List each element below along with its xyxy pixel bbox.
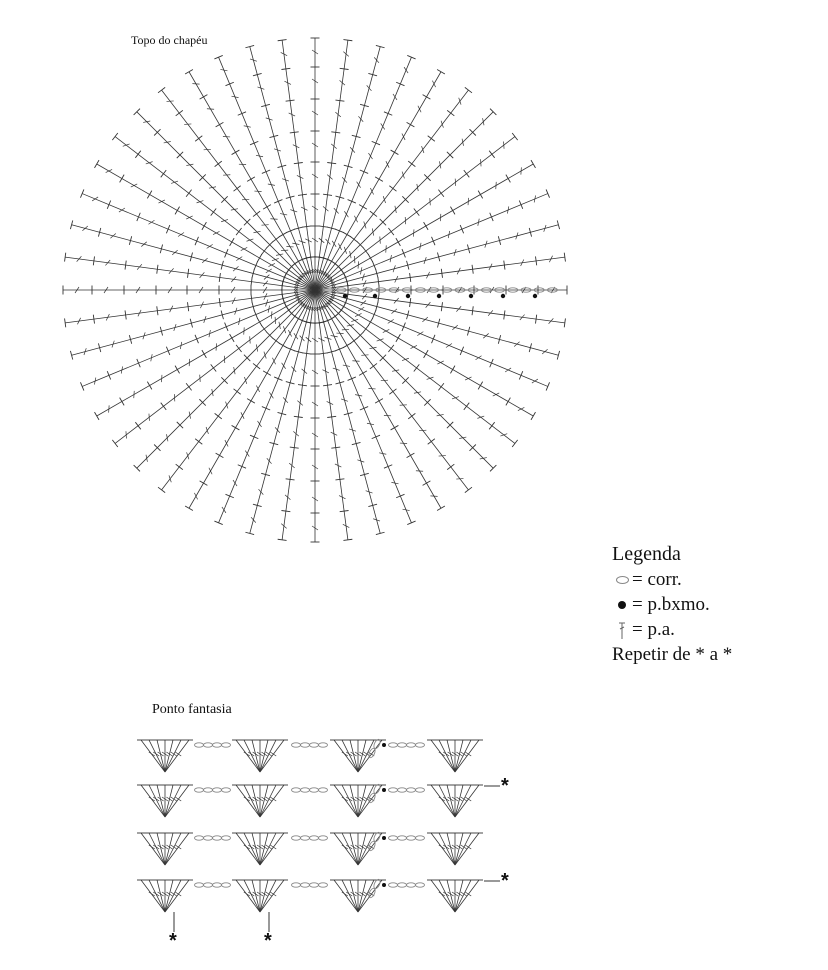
chain-stitch-oval: [407, 883, 416, 887]
shell-cluster: [137, 880, 193, 912]
double-crochet-icon: [612, 620, 632, 640]
chain-stitch-oval: [222, 743, 231, 747]
double-crochet-spoke: [278, 290, 316, 540]
chain-stitch-oval: [416, 743, 425, 747]
double-crochet-spoke: [315, 290, 496, 471]
double-crochet-spoke: [315, 109, 496, 290]
chain-stitch-oval: [204, 788, 213, 792]
chain-stitch-oval: [310, 743, 319, 747]
chain-stitch-oval: [301, 788, 310, 792]
chain-stitch-oval: [301, 883, 310, 887]
chain-stitch-oval: [310, 836, 319, 840]
slip-stitch-dot: [469, 294, 473, 298]
legend-item-double-crochet: [612, 617, 732, 642]
double-crochet-spoke: [134, 109, 315, 290]
double-crochet-spoke: [315, 290, 385, 535]
slip-stitch-dot: [343, 294, 347, 298]
chain-stitch-oval: [222, 788, 231, 792]
chain-stitch-oval: [398, 743, 407, 747]
shell-cluster: [232, 785, 288, 817]
legend-repeat-note: Repetir de * a *: [612, 644, 733, 665]
chain-stitch-oval: [389, 883, 398, 887]
double-crochet-spoke: [245, 45, 315, 290]
shell-cluster: [137, 740, 193, 772]
shell-cluster: [427, 880, 483, 912]
repeat-marker: *: [264, 930, 272, 952]
legend-label-double-crochet: = p.a.: [632, 619, 675, 640]
chain-stitch-oval: [416, 836, 425, 840]
chain-stitch-oval: [319, 743, 328, 747]
double-crochet-spoke: [315, 290, 472, 493]
chain-stitch-oval: [398, 836, 407, 840]
chain-stitch-oval: [398, 883, 407, 887]
slip-stitch-dot: [533, 294, 537, 298]
double-crochet-spoke: [311, 38, 320, 290]
legend-item-chain: [612, 567, 732, 592]
chain-stitch-oval: [195, 883, 204, 887]
chain-stitch-oval: [213, 836, 222, 840]
double-crochet-spoke: [134, 290, 315, 471]
chain-stitch-oval: [195, 743, 204, 747]
chain-stitch-oval: [389, 836, 398, 840]
chain-stitch-oval: [416, 883, 425, 887]
chain-stitch-oval: [301, 836, 310, 840]
chain-stitch-oval: [292, 836, 301, 840]
chain-stitch-oval: [204, 883, 213, 887]
double-crochet-spoke: [65, 253, 315, 291]
double-crochet-spoke: [65, 289, 315, 327]
double-crochet-spoke: [315, 40, 353, 290]
legend-item-slip-stitch: [612, 592, 732, 617]
chain-stitch-oval: [310, 883, 319, 887]
slip-stitch-dot: [382, 788, 386, 792]
legend-label-chain: = corr.: [632, 569, 682, 590]
chain-stitch-oval: [319, 836, 328, 840]
shell-cluster: [232, 880, 288, 912]
double-crochet-spoke: [70, 290, 315, 360]
chain-stitch-oval: [222, 836, 231, 840]
double-crochet-spoke: [63, 286, 315, 295]
repeat-marker: *: [501, 775, 509, 797]
chain-stitch-oval: [292, 788, 301, 792]
chain-stitch-oval: [213, 883, 222, 887]
double-crochet-spoke: [158, 290, 315, 493]
slip-stitch-dot: [437, 294, 441, 298]
legend: [612, 541, 732, 667]
chain-stitch-oval: [310, 788, 319, 792]
double-crochet-spoke: [315, 290, 518, 447]
shell-cluster: [232, 740, 288, 772]
double-crochet-spoke: [315, 286, 567, 295]
double-crochet-spoke: [315, 220, 560, 290]
slip-stitch-dot: [382, 883, 386, 887]
legend-title: Legenda: [612, 543, 681, 565]
chain-stitch-oval: [319, 883, 328, 887]
chain-stitch-oval: [301, 743, 310, 747]
slip-stitch-dot-icon: [612, 601, 632, 609]
double-crochet-spoke: [112, 133, 315, 290]
double-crochet-spoke: [315, 133, 518, 290]
chain-stitch-oval: [398, 788, 407, 792]
shell-cluster: [330, 740, 386, 772]
chain-stitch-oval: [195, 788, 204, 792]
double-crochet-spoke: [315, 87, 472, 290]
double-crochet-spoke: [314, 290, 352, 540]
shell-cluster: [427, 833, 483, 865]
double-crochet-spoke: [158, 87, 315, 290]
chain-stitch-oval: [407, 788, 416, 792]
shell-cluster: [427, 740, 483, 772]
chain-stitch-oval: [319, 788, 328, 792]
double-crochet-spoke: [315, 253, 565, 291]
chain-stitch-oval: [222, 883, 231, 887]
top-diagram-title: Topo do chapéu: [131, 33, 208, 47]
slip-stitch-dot: [406, 294, 410, 298]
legend-label-slip-stitch: = p.bxmo.: [632, 594, 710, 615]
double-crochet-spoke: [112, 290, 315, 447]
chain-stitch-oval: [389, 788, 398, 792]
slip-stitch-dot: [501, 294, 505, 298]
double-crochet-spoke: [278, 40, 316, 290]
chain-stitch-oval: [292, 883, 301, 887]
chain-stitch-oval: [407, 836, 416, 840]
shell-cluster: [330, 833, 386, 865]
chain-stitch-oval: [195, 836, 204, 840]
repeat-marker: *: [169, 930, 177, 952]
chain-stitch-oval: [389, 743, 398, 747]
chain-stitch-oval: [204, 836, 213, 840]
chain-stitch-oval: [407, 743, 416, 747]
slip-stitch-dot: [382, 743, 386, 747]
chain-stitch-oval: [213, 788, 222, 792]
chain-stitch-oval: [292, 743, 301, 747]
chain-stitch-oval: [204, 743, 213, 747]
shell-cluster: [330, 880, 386, 912]
slip-stitch-dot: [382, 836, 386, 840]
shell-cluster: [330, 785, 386, 817]
slip-stitch-dot: [373, 294, 377, 298]
chain-oval-icon: [612, 576, 632, 584]
double-crochet-spoke: [311, 290, 320, 542]
shell-cluster: [137, 785, 193, 817]
fantasia-diagram-title: Ponto fantasia: [152, 702, 232, 717]
shell-cluster: [137, 833, 193, 865]
chain-stitch-oval: [213, 743, 222, 747]
shell-cluster: [427, 785, 483, 817]
shell-cluster: [232, 833, 288, 865]
chain-stitch-oval: [416, 788, 425, 792]
repeat-marker: *: [501, 870, 509, 892]
